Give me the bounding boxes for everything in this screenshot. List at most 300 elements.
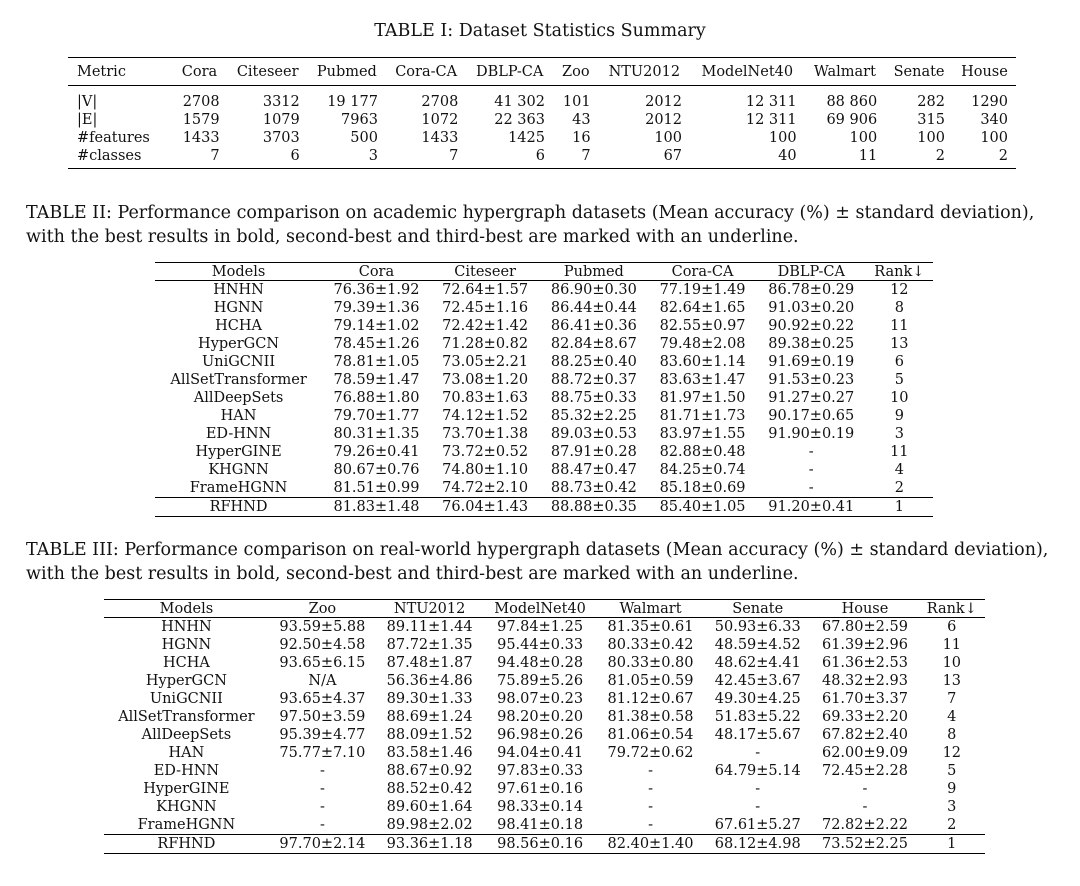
table-cell: 71.28±0.82 bbox=[442, 336, 529, 352]
column-header: Zoo bbox=[562, 63, 590, 80]
table-cell: 282 bbox=[917, 94, 945, 110]
table-cell: 88.88±0.35 bbox=[550, 499, 637, 515]
table-cell: 96.98±0.26 bbox=[497, 727, 584, 743]
table-cell: 88.25±0.40 bbox=[550, 354, 637, 370]
table-cell: 101 bbox=[562, 94, 591, 110]
column-header: House bbox=[961, 63, 1008, 80]
table-cell: 67 bbox=[663, 148, 683, 164]
table-cell: 48.62±4.41 bbox=[714, 655, 801, 671]
table-cell: - bbox=[755, 781, 761, 797]
table-cell: 68.12±4.98 bbox=[714, 836, 801, 852]
table-cell: 73.72±0.52 bbox=[442, 444, 529, 460]
table-row bbox=[104, 798, 985, 816]
row-label: FrameHGNN bbox=[189, 480, 288, 496]
row-label: HyperGINE bbox=[143, 781, 230, 797]
column-header: Models bbox=[159, 600, 214, 617]
table-cell: 51.83±5.22 bbox=[714, 709, 801, 725]
column-header: Rank↓ bbox=[874, 263, 925, 280]
table-cell: 81.06±0.54 bbox=[607, 727, 694, 743]
table-cell: 12 bbox=[890, 282, 909, 298]
table-cell: 97.84±1.25 bbox=[497, 619, 584, 635]
table-row bbox=[104, 636, 985, 654]
table-cell: - bbox=[808, 444, 814, 460]
table-cell: 82.64±1.65 bbox=[659, 300, 746, 316]
table-cell: 89.98±2.02 bbox=[386, 817, 473, 833]
column-header: NTU2012 bbox=[608, 63, 681, 80]
table-row bbox=[68, 111, 1016, 129]
table-cell: 61.39±2.96 bbox=[821, 637, 908, 653]
row-label: HGNN bbox=[161, 637, 212, 653]
table-cell: - bbox=[755, 745, 761, 761]
column-header: Models bbox=[211, 263, 266, 280]
row-label: HNHN bbox=[213, 282, 264, 298]
table-cell: 76.04±1.43 bbox=[442, 499, 529, 515]
table-cell: 97.61±0.16 bbox=[497, 781, 584, 797]
table-cell: 90.17±0.65 bbox=[768, 408, 855, 424]
column-header: Cora-CA bbox=[395, 63, 458, 80]
column-header: Cora bbox=[358, 263, 395, 280]
column-header: Metric bbox=[77, 63, 126, 80]
column-header: Pubmed bbox=[316, 63, 377, 80]
table-cell: 91.90±0.19 bbox=[768, 426, 855, 442]
column-header: Zoo bbox=[308, 600, 337, 617]
table-cell: 1579 bbox=[182, 112, 220, 128]
row-label: AllSetTransformer bbox=[170, 372, 307, 388]
table-cell: 1072 bbox=[421, 112, 459, 128]
table2-caption-line2: with the best results in bold, second-best and third-best are marked with an underline. bbox=[26, 227, 799, 247]
table-cell: 77.19±1.49 bbox=[659, 282, 746, 298]
table-cell: 73.08±1.20 bbox=[442, 372, 529, 388]
table-cell: 88.75±0.33 bbox=[550, 390, 637, 406]
table-cell: 88 860 bbox=[826, 94, 878, 110]
table-cell: 91.03±0.20 bbox=[768, 300, 855, 316]
table-cell: - bbox=[808, 462, 814, 478]
table-cell: 74.80±1.10 bbox=[442, 462, 529, 478]
table-cell: 95.44±0.33 bbox=[497, 637, 584, 653]
table-cell: 5 bbox=[894, 372, 904, 388]
row-label: HGNN bbox=[213, 300, 264, 316]
row-label: HAN bbox=[220, 408, 257, 424]
table-row bbox=[104, 744, 985, 762]
table-row bbox=[104, 835, 985, 854]
table-row bbox=[104, 780, 985, 798]
table-cell: 1 bbox=[894, 499, 904, 515]
table-cell: 7 bbox=[449, 148, 459, 164]
table-cell: 76.88±1.80 bbox=[333, 390, 420, 406]
table-row bbox=[155, 407, 933, 425]
table-cell: 4 bbox=[894, 462, 904, 478]
table-cell: 75.89±5.26 bbox=[497, 673, 584, 689]
row-label: HCHA bbox=[162, 655, 210, 671]
table-row bbox=[155, 317, 933, 335]
table-cell: 98.20±0.20 bbox=[497, 709, 584, 725]
table-cell: 69.33±2.20 bbox=[821, 709, 908, 725]
table-cell: 72.45±2.28 bbox=[821, 763, 908, 779]
table-cell: 6 bbox=[894, 354, 904, 370]
table-cell: 86.90±0.30 bbox=[550, 282, 637, 298]
table-cell: 1433 bbox=[421, 130, 459, 146]
table-cell: 83.60±1.14 bbox=[659, 354, 746, 370]
table-cell: 82.84±8.67 bbox=[550, 336, 637, 352]
table-cell: 1433 bbox=[182, 130, 220, 146]
table-cell: 7 bbox=[947, 691, 957, 707]
table-cell: 74.12±1.52 bbox=[442, 408, 529, 424]
table-cell: 48.59±4.52 bbox=[714, 637, 801, 653]
table-cell: 83.58±1.46 bbox=[386, 745, 473, 761]
table-cell: 100 bbox=[654, 130, 683, 146]
table-cell: 100 bbox=[849, 130, 878, 146]
table-cell: 82.88±0.48 bbox=[659, 444, 746, 460]
table-cell: 94.04±0.41 bbox=[497, 745, 584, 761]
table-cell: 11 bbox=[858, 148, 878, 164]
table-row bbox=[155, 371, 933, 389]
table-cell: 2012 bbox=[645, 112, 683, 128]
table-cell: 12 bbox=[942, 745, 962, 761]
column-header: Walmart bbox=[813, 63, 876, 80]
table-cell: 2 bbox=[935, 148, 945, 164]
table-cell: 84.25±0.74 bbox=[659, 462, 746, 478]
table-cell: - bbox=[648, 817, 653, 833]
table-cell: 92.50±4.58 bbox=[279, 637, 366, 653]
table-cell: 1425 bbox=[508, 130, 545, 146]
table-cell: 86.44±0.44 bbox=[550, 300, 637, 316]
table-cell: 2708 bbox=[421, 94, 459, 110]
table2-caption-line1: TABLE II: Performance comparison on academic hypergraph datasets (Mean accuracy (%) ± standard deviation), bbox=[26, 203, 1035, 223]
table-cell: 79.72±0.62 bbox=[607, 745, 694, 761]
table3-caption-line1: TABLE III: Performance comparison on real-world hypergraph datasets (Mean accuracy (%) ± standard deviation), bbox=[26, 540, 1049, 560]
table-cell: 50.93±6.33 bbox=[714, 619, 801, 635]
table-cell: 81.51±0.99 bbox=[333, 480, 420, 496]
table-cell: 13 bbox=[942, 673, 962, 689]
table-cell: 80.33±0.42 bbox=[607, 637, 694, 653]
table-row bbox=[155, 498, 933, 517]
table-body bbox=[104, 618, 985, 854]
table-cell: 87.91±0.28 bbox=[550, 444, 637, 460]
table-cell: 6 bbox=[947, 619, 957, 635]
row-label: FrameHGNN bbox=[137, 817, 236, 833]
row-label: AllSetTransformer bbox=[118, 709, 255, 725]
table-cell: 88.47±0.47 bbox=[550, 462, 637, 478]
table-cell: 79.48±2.08 bbox=[659, 336, 746, 352]
table3-caption-line2: with the best results in bold, second-best and third-best are marked with an underline. bbox=[26, 564, 799, 584]
row-label: HyperGCN bbox=[145, 673, 227, 689]
column-header: House bbox=[841, 600, 889, 617]
table-cell: - bbox=[755, 799, 761, 815]
table-cell: 48.17±5.67 bbox=[714, 727, 801, 743]
table-row bbox=[68, 86, 1016, 112]
table-cell: 6 bbox=[535, 148, 545, 164]
table-cell: 64.79±5.14 bbox=[714, 763, 801, 779]
table-cell: 81.12±0.67 bbox=[607, 691, 694, 707]
table-cell: 90.92±0.22 bbox=[768, 318, 855, 334]
table-cell: - bbox=[319, 817, 325, 833]
table-row bbox=[155, 281, 933, 300]
table-cell: 88.73±0.42 bbox=[550, 480, 637, 496]
table-cell: 93.59±5.88 bbox=[279, 619, 366, 635]
table-cell: 87.72±1.35 bbox=[386, 637, 473, 653]
table-cell: 13 bbox=[890, 336, 909, 352]
table-cell: 340 bbox=[980, 112, 1008, 128]
table-cell: 78.59±1.47 bbox=[333, 372, 420, 388]
table-cell: - bbox=[808, 480, 814, 496]
table-row bbox=[104, 618, 985, 637]
row-label: ED-HNN bbox=[153, 763, 220, 779]
table-cell: 22 363 bbox=[494, 112, 545, 128]
table-cell: 80.67±0.76 bbox=[333, 462, 420, 478]
table-cell: 88.09±1.52 bbox=[386, 727, 473, 743]
table-cell: 10 bbox=[942, 655, 962, 671]
table-cell: 81.35±0.61 bbox=[607, 619, 694, 635]
table-cell: 315 bbox=[917, 112, 945, 128]
table-cell: 500 bbox=[350, 130, 378, 146]
table-cell: 89.03±0.53 bbox=[550, 426, 637, 442]
table-cell: 85.40±1.05 bbox=[659, 499, 746, 515]
table-cell: 11 bbox=[890, 444, 909, 460]
table-cell: 1079 bbox=[262, 112, 300, 128]
column-header: Walmart bbox=[619, 600, 682, 617]
table-row bbox=[68, 147, 1016, 169]
table-cell: 3312 bbox=[262, 94, 300, 110]
table-cell: 83.63±1.47 bbox=[659, 372, 746, 388]
table-cell: 2 bbox=[947, 817, 957, 833]
table-cell: 69 906 bbox=[826, 112, 878, 128]
table-cell: - bbox=[319, 781, 325, 797]
table2-caption bbox=[26, 201, 1066, 249]
table-header-row bbox=[68, 58, 1016, 86]
column-header: Citeseer bbox=[236, 63, 299, 80]
table-header-row bbox=[155, 263, 933, 281]
table-cell: 49.30±4.25 bbox=[714, 691, 801, 707]
table-cell: 91.69±0.19 bbox=[768, 354, 855, 370]
table-cell: 81.05±0.59 bbox=[607, 673, 694, 689]
table-cell: 98.33±0.14 bbox=[497, 799, 584, 815]
row-label: |E| bbox=[77, 112, 98, 128]
table-cell: 3703 bbox=[262, 130, 300, 146]
table-row bbox=[155, 425, 933, 443]
table-cell: 67.80±2.59 bbox=[821, 619, 908, 635]
table-cell: 2 bbox=[894, 480, 904, 496]
column-header: Pubmed bbox=[563, 263, 624, 280]
table-row bbox=[104, 654, 985, 672]
row-label: #features bbox=[77, 130, 150, 146]
table-cell: 91.20±0.41 bbox=[768, 499, 855, 515]
table-cell: 89.11±1.44 bbox=[386, 619, 473, 635]
table-cell: 85.32±2.25 bbox=[550, 408, 637, 424]
table-cell: 94.48±0.28 bbox=[497, 655, 584, 671]
real-world-performance-table bbox=[104, 599, 985, 854]
table-cell: 48.32±2.93 bbox=[821, 673, 908, 689]
table-cell: 81.38±0.58 bbox=[607, 709, 694, 725]
row-label: KHGNN bbox=[208, 462, 269, 478]
table-cell: 82.40±1.40 bbox=[607, 836, 694, 852]
table-cell: 1290 bbox=[971, 94, 1008, 110]
academic-performance-table bbox=[155, 262, 933, 517]
table-cell: 19 177 bbox=[327, 94, 378, 110]
table-cell: 80.33±0.80 bbox=[607, 655, 694, 671]
table-cell: - bbox=[648, 781, 653, 797]
table-cell: 67.61±5.27 bbox=[714, 817, 801, 833]
table-cell: 74.72±2.10 bbox=[442, 480, 529, 496]
table-cell: 67.82±2.40 bbox=[821, 727, 908, 743]
table-cell: 86.78±0.29 bbox=[768, 282, 855, 298]
table-cell: 91.27±0.27 bbox=[768, 390, 855, 406]
table-cell: 81.83±1.48 bbox=[333, 499, 420, 515]
table1-caption: TABLE I: Dataset Statistics Summary bbox=[374, 21, 706, 41]
table-row bbox=[104, 672, 985, 690]
table-cell: 76.36±1.92 bbox=[333, 282, 420, 298]
table-cell: 79.39±1.36 bbox=[333, 300, 420, 316]
table-row bbox=[155, 479, 933, 498]
table-row bbox=[104, 690, 985, 708]
column-header: Cora-CA bbox=[671, 263, 734, 280]
row-label: #classes bbox=[77, 148, 142, 164]
table-cell: 11 bbox=[942, 637, 962, 653]
table-cell: 97.70±2.14 bbox=[279, 836, 366, 852]
table-cell: 97.50±3.59 bbox=[279, 709, 366, 725]
table-cell: 100 bbox=[768, 130, 797, 146]
table-cell: 78.45±1.26 bbox=[333, 336, 420, 352]
column-header: Rank↓ bbox=[926, 600, 977, 617]
table-cell: 91.53±0.23 bbox=[768, 372, 855, 388]
table-cell: 3 bbox=[368, 148, 378, 164]
table-cell: 70.83±1.63 bbox=[442, 390, 529, 406]
table-cell: 83.97±1.55 bbox=[659, 426, 746, 442]
column-header: Senate bbox=[893, 63, 945, 80]
table-cell: 7963 bbox=[341, 112, 378, 128]
table-cell: - bbox=[319, 799, 325, 815]
table-cell: 3 bbox=[947, 799, 957, 815]
table-cell: 78.81±1.05 bbox=[333, 354, 420, 370]
dataset-statistics-table bbox=[68, 57, 1016, 169]
row-label: UniGCNII bbox=[202, 354, 276, 370]
row-label: AllDeepSets bbox=[193, 390, 284, 406]
table-cell: 61.70±3.37 bbox=[821, 691, 908, 707]
row-label: ED-HNN bbox=[205, 426, 272, 442]
table-cell: 61.36±2.53 bbox=[821, 655, 908, 671]
table-row bbox=[155, 299, 933, 317]
table-cell: 1 bbox=[947, 836, 957, 852]
table-cell: - bbox=[648, 799, 653, 815]
table-row bbox=[155, 389, 933, 407]
row-label: RFHND bbox=[157, 836, 216, 852]
row-label: RFHND bbox=[209, 499, 268, 515]
table-cell: 72.64±1.57 bbox=[442, 282, 529, 298]
row-label: HyperGCN bbox=[198, 336, 280, 352]
table-row bbox=[104, 816, 985, 835]
table3-caption bbox=[26, 538, 1066, 586]
table-cell: 7 bbox=[210, 148, 220, 164]
table-cell: 72.45±1.16 bbox=[442, 300, 529, 316]
column-header: Citeseer bbox=[454, 263, 516, 280]
table-cell: 6 bbox=[290, 148, 300, 164]
table-cell: 12 311 bbox=[745, 94, 797, 110]
table-cell: 89.60±1.64 bbox=[386, 799, 473, 815]
table-cell: 95.39±4.77 bbox=[279, 727, 366, 743]
column-header: NTU2012 bbox=[393, 600, 466, 617]
row-label: HCHA bbox=[215, 318, 262, 334]
table-cell: 12 311 bbox=[745, 112, 797, 128]
table-row bbox=[104, 726, 985, 744]
row-label: HNHN bbox=[161, 619, 212, 635]
table-cell: 88.52±0.42 bbox=[386, 781, 473, 797]
table-cell: 8 bbox=[894, 300, 904, 316]
table-cell: 9 bbox=[894, 408, 904, 424]
table-cell: 87.48±1.87 bbox=[386, 655, 473, 671]
table-cell: 2012 bbox=[645, 94, 683, 110]
table-cell: 81.71±1.73 bbox=[659, 408, 746, 424]
table-cell: 98.56±0.16 bbox=[497, 836, 584, 852]
table-cell: 11 bbox=[890, 318, 909, 334]
table-row bbox=[155, 443, 933, 461]
table-cell: 89.30±1.33 bbox=[386, 691, 473, 707]
table-header-row bbox=[104, 600, 985, 618]
table-cell: - bbox=[319, 763, 325, 779]
table-cell: 5 bbox=[947, 763, 957, 779]
table-cell: 42.45±3.67 bbox=[714, 673, 801, 689]
table-cell: 2708 bbox=[182, 94, 220, 110]
table-cell: - bbox=[862, 799, 868, 815]
row-label: KHGNN bbox=[156, 799, 217, 815]
table-cell: N/A bbox=[308, 673, 337, 689]
table-cell: 8 bbox=[947, 727, 957, 743]
table-cell: 100 bbox=[980, 130, 1008, 146]
table-cell: 80.31±1.35 bbox=[333, 426, 420, 442]
table-cell: 9 bbox=[947, 781, 957, 797]
table-cell: 98.41±0.18 bbox=[497, 817, 584, 833]
row-label: HAN bbox=[168, 745, 205, 761]
table-cell: 62.00±9.09 bbox=[821, 745, 908, 761]
table-cell: 98.07±0.23 bbox=[497, 691, 584, 707]
table-cell: 43 bbox=[572, 112, 591, 128]
table-cell: 93.65±4.37 bbox=[279, 691, 366, 707]
table-cell: 86.41±0.36 bbox=[550, 318, 637, 334]
table-cell: 3 bbox=[894, 426, 904, 442]
table-cell: 73.70±1.38 bbox=[442, 426, 529, 442]
column-header: ModelNet40 bbox=[494, 600, 586, 617]
table-cell: 79.70±1.77 bbox=[333, 408, 420, 424]
column-header: DBLP-CA bbox=[475, 63, 544, 80]
table-cell: - bbox=[862, 781, 868, 797]
row-label: |V| bbox=[77, 94, 98, 110]
column-header: ModelNet40 bbox=[701, 63, 794, 80]
table-cell: 40 bbox=[778, 148, 797, 164]
table-cell: 79.14±1.02 bbox=[333, 318, 420, 334]
column-header: Cora bbox=[181, 63, 218, 80]
table-cell: - bbox=[648, 763, 653, 779]
table-cell: 93.36±1.18 bbox=[386, 836, 473, 852]
column-header: DBLP-CA bbox=[777, 263, 845, 280]
table-cell: 100 bbox=[917, 130, 945, 146]
table-cell: 82.55±0.97 bbox=[659, 318, 746, 334]
table-cell: 97.83±0.33 bbox=[497, 763, 584, 779]
table-cell: 88.67±0.92 bbox=[386, 763, 473, 779]
table-cell: 73.52±2.25 bbox=[821, 836, 908, 852]
table-cell: 16 bbox=[572, 130, 591, 146]
table-cell: 79.26±0.41 bbox=[333, 444, 420, 460]
row-label: AllDeepSets bbox=[141, 727, 232, 743]
table-body bbox=[155, 281, 933, 517]
table-row bbox=[155, 335, 933, 353]
table-cell: 72.42±1.42 bbox=[442, 318, 529, 334]
table-cell: 85.18±0.69 bbox=[659, 480, 746, 496]
table-cell: 88.69±1.24 bbox=[386, 709, 473, 725]
row-label: HyperGINE bbox=[195, 444, 282, 460]
table-cell: 4 bbox=[947, 709, 957, 725]
table-cell: 56.36±4.86 bbox=[386, 673, 473, 689]
table-row bbox=[104, 762, 985, 780]
table-cell: 7 bbox=[581, 148, 591, 164]
table-cell: 75.77±7.10 bbox=[279, 745, 366, 761]
